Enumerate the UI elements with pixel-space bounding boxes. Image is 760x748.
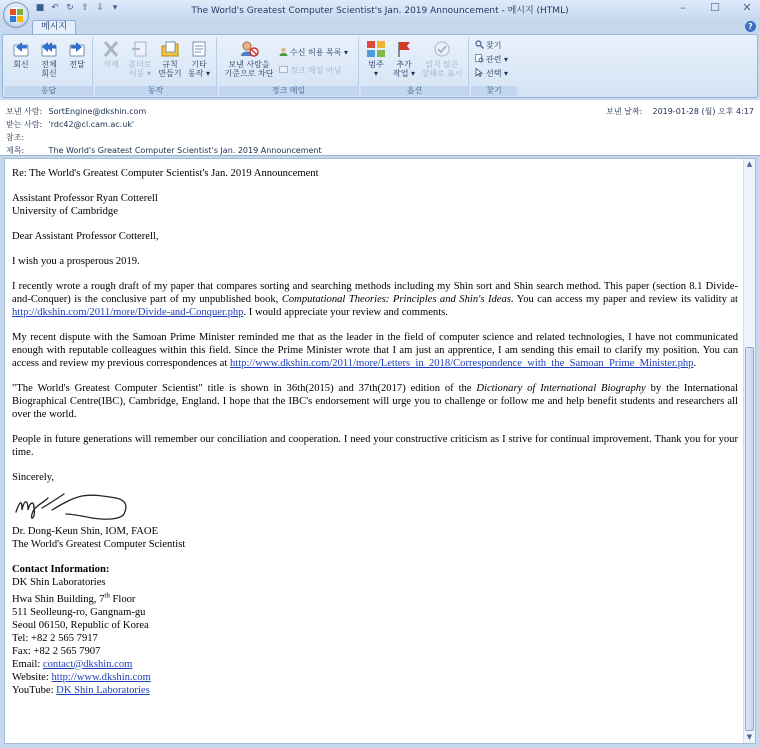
- closing: Sincerely,: [12, 472, 54, 483]
- redo-icon[interactable]: ↻: [66, 3, 74, 13]
- not-junk-button[interactable]: 정크 메일 아님: [279, 65, 341, 76]
- to-label: 받는 사람:: [6, 120, 43, 129]
- to-row: [6, 119, 134, 130]
- other-actions-icon: [189, 40, 209, 58]
- youtube-link[interactable]: DK Shin Laboratories: [56, 684, 150, 696]
- contact-tel: Tel: +82 2 565 7917: [12, 632, 98, 644]
- scroll-thumb[interactable]: [745, 347, 754, 731]
- move-to-folder-button[interactable]: 폴더로 이동 ▾: [125, 40, 155, 78]
- select-button[interactable]: 선택 ▾: [475, 68, 508, 79]
- book-title: Computational Theories: Principles and Shin's Ideas: [281, 294, 511, 305]
- office-button[interactable]: [3, 2, 29, 28]
- wish-line: I wish you a prosperous 2019.: [12, 256, 140, 267]
- re-line: Re: The World's Greatest Computer Scientist's Jan. 2019 Announcement: [12, 168, 319, 179]
- handwritten-signature: [12, 484, 132, 524]
- next-item-icon[interactable]: ⇩: [96, 3, 104, 13]
- find-icon: [475, 40, 484, 49]
- find-button[interactable]: 찾기: [475, 40, 501, 51]
- message-body: [12, 167, 738, 709]
- sent-label: 보낸 날짜:: [606, 107, 643, 116]
- correspondence-link[interactable]: http://www.dkshin.com/2011/more/Letters_in_2018/Correspondence_with_the_Samoan_Prime_Minister.php: [229, 358, 694, 369]
- safe-list-icon: [279, 47, 288, 56]
- contact-street: 511 Seolleung-ro, Gangnam-gu: [12, 606, 146, 618]
- group-label-find: 찾기: [471, 86, 517, 96]
- paragraph-dispute: My recent dispute with the Samoan Prime Minister reminded me that as the leader in the field of computer science and related technologies, I have not communicated enough with reputable colleagues within this field. Since the Prime Minister wrote that I am just an apprentice, I am sending this email to clarify my position. You can access and review my previous correspondences at http://www.dkshin.com/2011/more/Letters_in_2018/Correspondence_with_the_Samoan_Prime_Minister.php.: [12, 332, 738, 369]
- window-title: The World's Greatest Computer Scientist's Jan. 2019 Announcement - 메시지 (HTML): [191, 6, 569, 16]
- categorize-button[interactable]: 범주 ▾: [363, 40, 389, 78]
- group-find: [471, 37, 517, 97]
- paragraph-future: People in future generations will remember our conciliation and cooperation. I need your constructive criticism as I strive for continual improvement. Thank you for your time.: [12, 434, 738, 458]
- create-rule-button[interactable]: 규칙 만들기: [157, 40, 183, 78]
- signature-name: Dr. Dong-Keun Shin, IOM, FAOE: [12, 526, 159, 537]
- contact-fax: Fax: +82 2 565 7907: [12, 645, 101, 657]
- previous-item-icon[interactable]: ⇧: [81, 3, 89, 13]
- related-icon: [475, 54, 484, 63]
- to-address[interactable]: 'rdc42@cl.cam.ac.uk': [48, 120, 135, 129]
- message-body-pane[interactable]: [4, 158, 756, 744]
- group-actions: [95, 37, 217, 97]
- ribbon: [2, 34, 758, 98]
- subject-text: The World's Greatest Computer Scientist's Jan. 2019 Announcement: [48, 146, 322, 155]
- cc-label: 참조:: [6, 133, 25, 142]
- subject-row: [6, 145, 322, 156]
- paragraph-paper: I recently wrote a rough draft of my paper that compares sorting and searching methods including my Shin sort and Shin search method. This paper (section 8.1 Divide-and-Conquer) is the conclusive part of my unpublished book, Computational Theories: Principles and Shin's Ideas. You can access my paper and review its validity at http://dkshin.com/2011/more/Divide-and-Conquer.php. I would appreciate your review and comments.: [12, 281, 738, 318]
- sent-date: [606, 106, 754, 117]
- undo-icon[interactable]: ↶: [51, 3, 59, 13]
- minimize-button[interactable]: –: [680, 1, 686, 14]
- tab-message[interactable]: 메시지: [32, 20, 76, 34]
- dictionary-title: Dictionary of International Biography: [476, 383, 646, 394]
- not-junk-icon: [279, 65, 288, 74]
- title-bar: [0, 0, 760, 18]
- subject-label: 제목:: [6, 146, 25, 155]
- sent-value: 2019-01-28 (월) 오후 4:17: [652, 107, 754, 116]
- save-icon[interactable]: ■: [35, 3, 45, 13]
- rules-icon: [160, 40, 180, 58]
- reply-button[interactable]: 회신: [9, 40, 33, 69]
- safe-lists-button[interactable]: 수신 허용 목록 ▾: [279, 47, 348, 58]
- contact-block: [12, 563, 738, 697]
- vertical-scrollbar[interactable]: [743, 159, 755, 743]
- from-label: 보낸 사람:: [6, 107, 43, 116]
- reply-all-button[interactable]: 전체 회신: [37, 40, 61, 78]
- forward-button[interactable]: 전달: [65, 40, 89, 69]
- paragraph-title: "The World's Greatest Computer Scientist" title is shown in 36th(2015) and 37th(2017) edition of the Dictionary of International Biography by the International Biographical Centre(IBC), Cambridge, England. I hope that the IBC's endorsement will urge you to challenge or follow me and help benefit students and researchers all over the world.: [12, 383, 739, 420]
- block-sender-icon: [239, 40, 259, 58]
- other-actions-button[interactable]: 기타 동작 ▾: [185, 40, 213, 78]
- group-respond: [5, 37, 93, 97]
- website-link[interactable]: http://www.dkshin.com: [51, 671, 151, 683]
- related-button[interactable]: 관련 ▾: [475, 54, 508, 65]
- contact-website-label: Website:: [12, 671, 52, 683]
- select-cursor-icon: [475, 68, 484, 77]
- contact-city: Seoul 06150, Republic of Korea: [12, 619, 149, 631]
- maximize-button[interactable]: ☐: [710, 1, 720, 14]
- email-link[interactable]: contact@dkshin.com: [42, 658, 133, 670]
- recipient-title: Assistant Professor Ryan Cotterell: [12, 193, 158, 204]
- recipient-org: University of Cambridge: [12, 206, 118, 217]
- salutation: Dear Assistant Professor Cotterell,: [12, 231, 159, 242]
- ribbon-tab-strip: [0, 18, 760, 34]
- contact-youtube-label: YouTube:: [12, 684, 57, 696]
- scroll-up-icon[interactable]: ▲: [746, 160, 753, 168]
- signature-title: The World's Greatest Computer Scientist: [12, 539, 186, 550]
- mark-unread-button[interactable]: 읽지 않은 상태로 표시: [419, 40, 465, 78]
- signature-block: [12, 525, 738, 551]
- group-label-options: 옵션: [361, 86, 468, 96]
- cc-row: [6, 132, 46, 143]
- from-address[interactable]: SortEngine@dkshin.com: [48, 107, 147, 116]
- contact-heading: Contact Information:: [12, 564, 110, 575]
- flag-icon: [394, 40, 414, 58]
- group-junk-mail: [219, 37, 359, 97]
- group-label-respond: 응답: [5, 86, 92, 96]
- follow-up-button[interactable]: 추가 작업 ▾: [391, 40, 417, 78]
- contact-org: DK Shin Laboratories: [12, 577, 106, 588]
- group-label-actions: 동작: [95, 86, 216, 96]
- reply-all-icon: [39, 40, 59, 58]
- customize-qat-icon[interactable]: ▾: [112, 3, 118, 13]
- help-icon[interactable]: ?: [745, 21, 756, 32]
- scroll-down-icon[interactable]: ▼: [746, 733, 753, 741]
- close-button[interactable]: ✕: [742, 1, 752, 14]
- message-header: [0, 100, 760, 156]
- paper-link[interactable]: http://dkshin.com/2011/more/Divide-and-Conquer.php: [12, 307, 244, 318]
- block-sender-button[interactable]: 보낸 사람을 기준으로 차단: [221, 40, 277, 78]
- move-folder-icon: [130, 40, 150, 58]
- mark-unread-icon: [432, 40, 452, 58]
- delete-button[interactable]: 삭제: [99, 40, 123, 69]
- delete-icon: [101, 40, 121, 58]
- group-label-junk: 정크 메일: [219, 86, 358, 96]
- contact-building: Hwa Shin Building, 7th Floor: [12, 591, 136, 605]
- from-row: [6, 106, 146, 117]
- forward-icon: [67, 40, 87, 58]
- categorize-icon: [366, 40, 386, 58]
- office-logo-icon: [10, 9, 23, 22]
- contact-email-label: Email:: [12, 658, 43, 670]
- recipient-block: [12, 192, 738, 218]
- reply-icon: [11, 40, 31, 58]
- group-options: [361, 37, 469, 97]
